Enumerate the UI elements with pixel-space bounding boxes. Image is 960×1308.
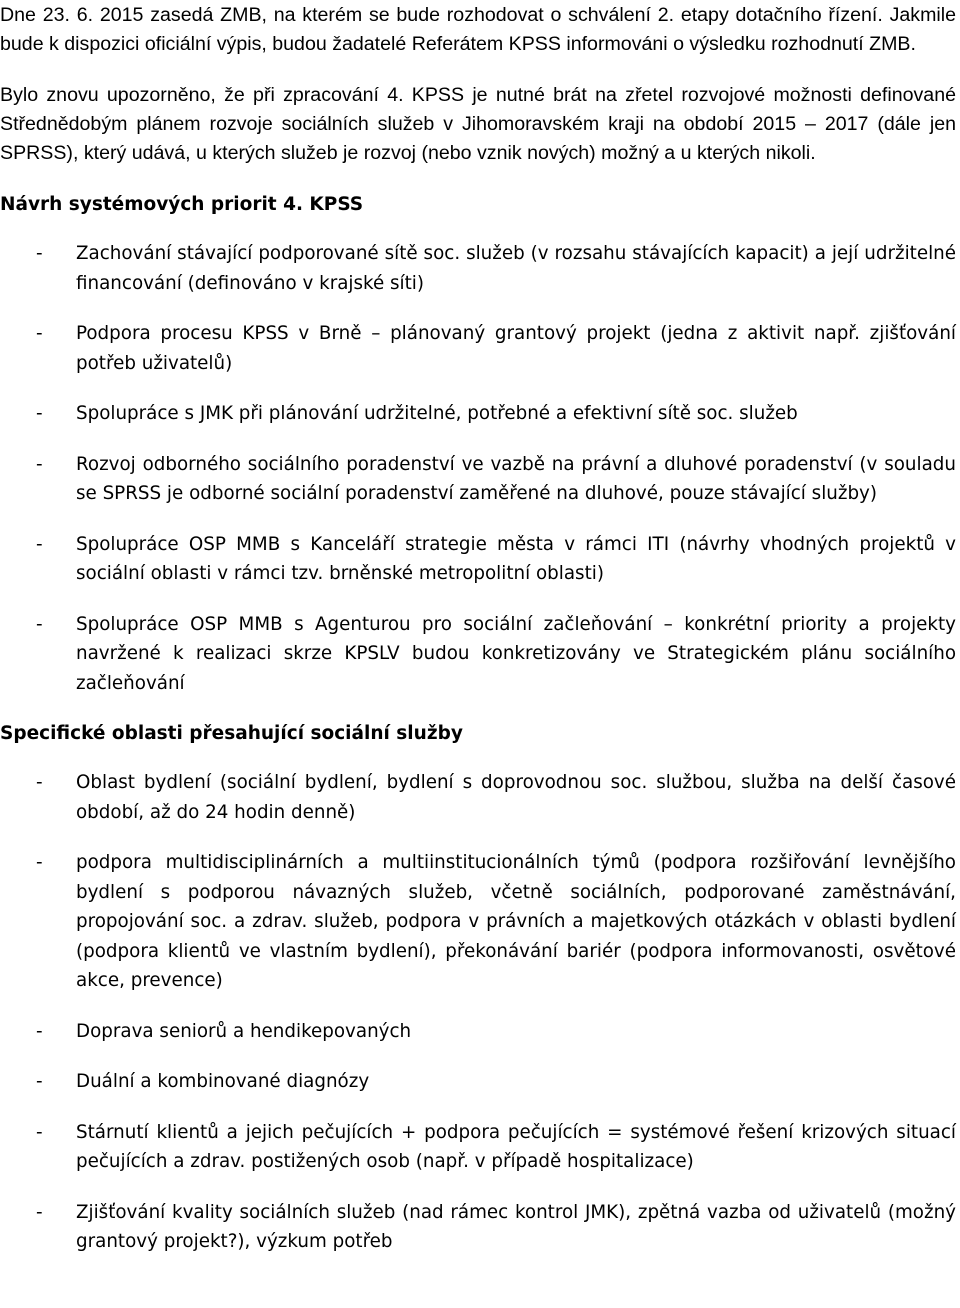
list-item: [0, 399, 956, 429]
list-item-text: podpora multidisciplinárních a multiinstitucionálních týmů (podpora rozšiřování levnějšího bydlení s podporou návazných služeb, včetně sociálních, podporované zaměstnávání, propojování soc. a zdrav. služeb, podpora v právních a majetkových otázkách v oblasti bydlení (podpora klientů ve vlastním bydlení), překonávání bariér (podpora informovanosti, osvětové akce, prevence): [76, 852, 956, 991]
list-item-text: Zachování stávající podporované sítě soc. služeb (v rozsahu stávajících kapacit) a její udržitelné financování (definováno v krajské síti): [76, 243, 956, 294]
list-bullet: -: [36, 1121, 43, 1143]
list-bullet: -: [36, 1020, 43, 1042]
heading-specific-areas: Specifické oblasti přesahující sociální služby: [0, 723, 463, 744]
list-bullet: -: [36, 613, 43, 635]
list-item: [0, 1198, 956, 1257]
paragraph-zmb-meeting: Dne 23. 6. 2015 zasedá ZMB, na kterém se bude rozhodovat o schválení 2. etapy dotačního řízení. Jakmile bude k dispozici oficiální výpis, budou žadatelé Referátem KPSS informováni o výsledku rozhodnutí ZMB.: [0, 4, 956, 55]
list-item-text: Stárnutí klientů a jejich pečujících + podpora pečujících = systémové řešení krizových situací pečujících a zdrav. postižených osob (např. v případě hospitalizace): [76, 1121, 956, 1172]
heading-system-priorities: Návrh systémových priorit 4. KPSS: [0, 194, 364, 215]
list-item: [0, 319, 956, 378]
list-item: [0, 610, 956, 699]
list-bullet: -: [36, 1201, 43, 1223]
list-system-priorities: [0, 239, 956, 698]
list-item-text: Duální a kombinované diagnózy: [76, 1071, 370, 1092]
list-item-text: Spolupráce OSP MMB s Kanceláří strategie města v rámci ITI (návrhy vhodných projektů v sociální oblasti v rámci tzv. brněnské metropolitní oblasti): [76, 533, 956, 584]
list-bullet: -: [36, 533, 43, 555]
paragraph-sprss-note: Bylo znovu upozorněno, že při zpracování 4. KPSS je nutné brát na zřetel rozvojové možnosti definované Střednědobým plánem rozvoje sociálních služeb v Jihomoravském kraji na období 2015 – 2017 (dále jen SPRSS), který udává, u kterých služeb je rozvoj (nebo vznik nových) možný a u kterých nikoli.: [0, 84, 956, 164]
list-item: [0, 1067, 956, 1097]
list-item-text: Spolupráce OSP MMB s Agenturou pro sociální začleňování – konkrétní priority a projekty navržené k realizaci skrze KPSLV budou konkretizovány ve Strategickém plánu sociálního začleňování: [76, 613, 956, 694]
list-specific-areas: [0, 768, 956, 1257]
list-item: [0, 1017, 956, 1047]
list-bullet: -: [36, 852, 43, 873]
list-item: [0, 1118, 956, 1177]
list-item-text: Zjišťování kvality sociálních služeb (nad rámec kontrol JMK), zpětná vazba od uživatelů (možný grantový projekt?), výzkum potřeb: [76, 1201, 956, 1252]
list-item-text: Rozvoj odborného sociálního poradenství ve vazbě na právní a dluhové poradenství (v souladu se SPRSS je odborné sociální poradenství zaměřené na dluhové, pouze stávající služby): [76, 453, 956, 504]
list-bullet: -: [36, 243, 43, 264]
list-item: [0, 450, 956, 509]
list-bullet: -: [36, 453, 43, 475]
list-item-text: Podpora procesu KPSS v Brně – plánovaný grantový projekt (jedna z aktivit např. zjišťování potřeb uživatelů): [76, 323, 956, 374]
list-item-text: Spolupráce s JMK při plánování udržitelné, potřebné a efektivní sítě soc. služeb: [76, 403, 798, 424]
list-item: [0, 239, 956, 298]
list-item-text: Oblast bydlení (sociální bydlení, bydlení s doprovodnou soc. službou, služba na delší časové období, až do 24 hodin denně): [76, 772, 956, 823]
list-bullet: -: [36, 772, 43, 793]
list-item: [0, 768, 956, 827]
list-item-text: Doprava seniorů a hendikepovaných: [76, 1020, 412, 1042]
list-item: [0, 530, 956, 589]
list-bullet: -: [36, 403, 43, 424]
list-bullet: -: [36, 323, 43, 344]
list-bullet: -: [36, 1071, 43, 1092]
list-item: [0, 848, 956, 996]
